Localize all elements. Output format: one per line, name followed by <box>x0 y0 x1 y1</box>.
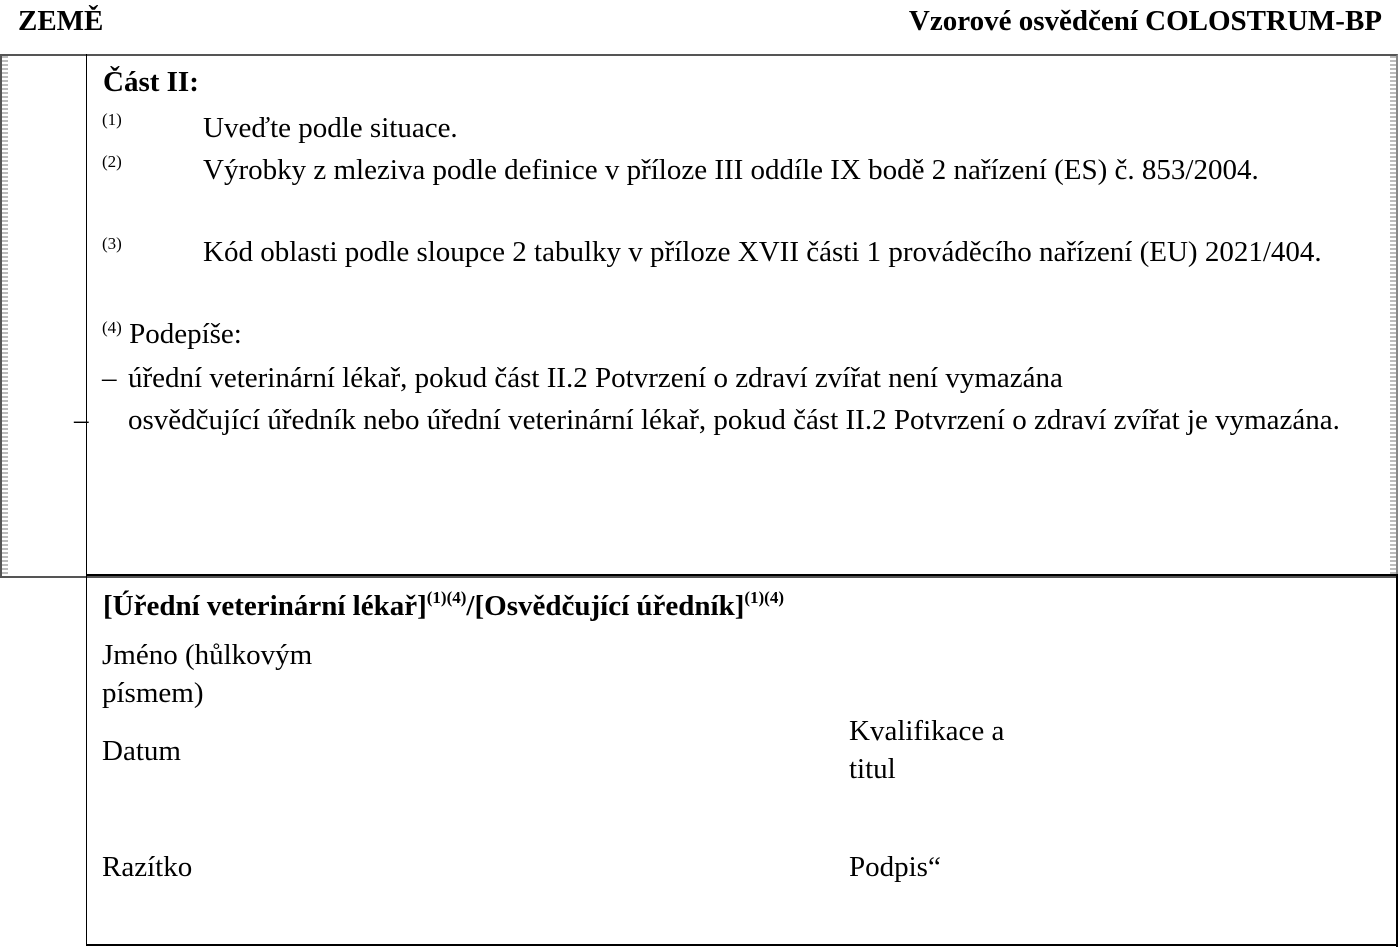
column-divider <box>86 54 87 576</box>
country-label: ZEMĚ <box>18 5 104 37</box>
signature-box-top-border <box>86 574 1398 576</box>
certifying-officer-refs: (1)(4) <box>744 588 785 607</box>
certificate-title: Vzorové osvědčení COLOSTRUM-BP <box>908 5 1382 37</box>
signer-option-2 <box>74 400 1384 440</box>
footnote-3-number: (3) <box>102 234 122 253</box>
signer-option-2-text: osvědčující úředník nebo úřední veterinární lékař, pokud část II.2 Potvrzení o zdraví zvířat je vymazána. <box>128 404 1340 436</box>
right-border-hatch <box>1390 56 1396 576</box>
footnote-3-text: Kód oblasti podle sloupce 2 tabulky v příloze XVII části 1 prováděcího nařízení (EU) 2021/404. <box>203 236 1322 268</box>
qualification-field-label: Kvalifikace a titul <box>849 715 1005 785</box>
signature-field-label: Podpis“ <box>849 851 941 883</box>
signer-option-1 <box>102 358 1384 398</box>
footnote-1-text: Uveďte podle situace. <box>203 112 458 144</box>
date-field-label: Datum <box>102 735 181 767</box>
stamp-field-label: Razítko <box>102 851 193 883</box>
footnote-4-line <box>102 314 242 354</box>
part2-title: Část II: <box>103 66 199 98</box>
signature-box-bottom-border <box>86 944 1398 946</box>
footnote-1-number: (1) <box>102 110 122 129</box>
footnote-4-label: Podepíše: <box>129 318 242 350</box>
certifying-officer-label: [Osvědčující úředník] <box>474 590 745 622</box>
signature-block-title <box>103 586 784 626</box>
official-vet-refs: (1)(4) <box>426 588 467 607</box>
official-vet-label: [Úřední veterinární lékař] <box>103 590 427 622</box>
signature-box-left-border <box>86 576 87 946</box>
footnote-4-number: (4) <box>102 318 122 337</box>
name-field-label: Jméno (hůlkovým písmem) <box>102 639 313 709</box>
title-separator: / <box>466 590 475 622</box>
dash-bullet: – <box>74 404 89 436</box>
footnote-2-number: (2) <box>102 152 122 171</box>
footnote-2-text: Výrobky z mleziva podle definice v příloze III oddíle IX bodě 2 nařízení (ES) č. 853/2004. <box>203 154 1259 186</box>
signer-option-1-text: úřední veterinární lékař, pokud část II.2 Potvrzení o zdraví zvířat není vymazána <box>128 362 1063 394</box>
left-border-hatch <box>2 56 8 576</box>
dash-bullet: – <box>102 362 117 394</box>
